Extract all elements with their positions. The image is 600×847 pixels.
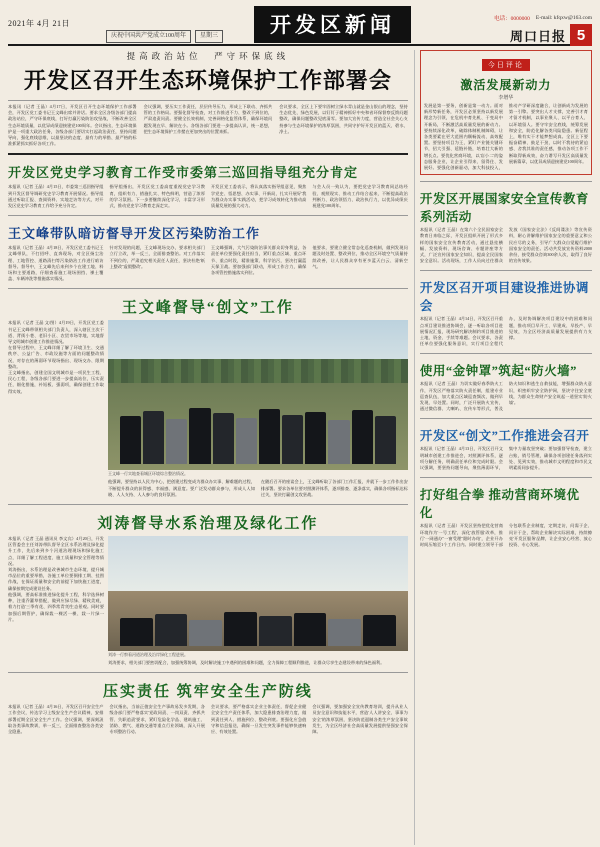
masthead-right (442, 6, 592, 46)
today-commentary-author: 李增华 (498, 96, 514, 101)
right-item-4-headline: 打好组合拳 推动营商环境优化 (419, 488, 580, 521)
story5-headline: 刘涛督导水系治理及绿化工作 (97, 516, 319, 533)
right-item-fire-prevention (420, 357, 592, 412)
divider (8, 153, 408, 155)
story5-body-col-2: 刘涛指出，水系治理是改善城市生态环境、提升城市品位的重要举措，各施工单位要倒排工期、挂图作战，在保证质量和安全的前提下加快施工进度，确保按期完成建设任务。 (8, 567, 104, 591)
right-item-3-headline: 开发区“创文”工作推进会召开 (419, 429, 590, 444)
story4-photo-caption: 王文峰一行实地查看城区环境综合整治情况。 (108, 471, 188, 477)
divider (8, 215, 408, 216)
lead-body-col-3: 会议要求，全区上下要牢固树立绿水青山就是金山银山的理念，坚持生态优先、绿色发展，以钉钉子精神抓好中央和省环保督察反馈问题整改，确保问题整改见底清零。要加大宣传力度，营造全社会关心支持参与生态环境保护的浓厚氛围，共同守护好开发区的蓝天、碧水、净土。 (279, 104, 408, 134)
right-item-0-headline: 开发区开展国家安全宣传教育系列活动 (419, 192, 589, 225)
divider (420, 270, 592, 271)
divider (8, 100, 408, 101)
story3-body-col-2: 针对发现的问题，王文峰现场交办，要求相关部门立行立改，举一反三，全面排查整治。对工作落实不到位的，严肃追究相关责任人责任，坚决杜绝'纸上整改''虚假整改'。 (109, 245, 205, 269)
masthead-date: 2021年 4月 21日 (8, 19, 70, 28)
story6-body-col-1: 本报讯（记者 王晶）4月16日，开发区召开安全生产工作会议，传达学习上级安全生产会议精神，安排部署近期全区安全生产工作。会议强调，要深刻汲取各类事故教训，举一反三，全面排查整治各类安全隐患。 (8, 704, 104, 735)
lead-headline: 开发区召开生态环境保护工作部署会 (23, 68, 392, 94)
right-item-1-body: 本报讯（记者 王晶）4月14日，开发区召开重点项目建设推进协调会，逐一听取各项目进展情况汇报，现场研究解决制约项目推进的土地、资金、手续等难题。会议要求，各责任单位要强化服务意识，实行项目全程代办，及时协调解决项目建设中的困难和问题，推动项目早开工、早建成、早投产、早见效，为全区经济高质量发展提供有力支撑。 (419, 316, 592, 347)
story5-photo (108, 536, 408, 651)
today-commentary-title: 激活发展新动力 (460, 78, 552, 92)
story5-photo-caption: 刘涛一行察看河道治理及沿岸绿化工程进展。 (108, 652, 188, 658)
divider (8, 504, 408, 505)
story2-body-col-4: 与会人员一致认为，要把党史学习教育同总结经验、观照现实、推动工作结合起来，不断提高政治判断力、政治领悟力、政治执行力，以优异成绩庆祝建党100周年。 (312, 184, 408, 209)
divider (420, 477, 592, 478)
story3-body-col-3: 王文峰强调，大气污染防治事关群众切身利益，各责任单位要强化责任担当，紧盯重点区域、重点环节、重点时段，精准施策、科学治污，坚决打赢蓝天保卫战。要加强部门联动，形成工作合力，确保各项管控措施落实到位。 (210, 245, 307, 276)
right-item-2-body: 本报讯（记者 王晶）为切实做好春季防火工作，开发区严格落实防火责任制，组建专业巡查队伍，加大重点区域巡查频次，做到早发现、早处置。同时，广泛开展防火宣传，通过微信群、大喇叭、宣传车等形式，普及防火知识和逃生自救技能，增强群众防火意识，织密织牢安全防护网，坚决守住安全底线，为群众生命财产安全筑起一道坚实'防火墙'。 (419, 381, 592, 412)
right-item-2-headline: 使用“金钟罩”筑起“防火墙” (419, 364, 577, 379)
story4-body-col-3: 王文峰指出，创建全国文明城市是一项民生工程、民心工程，各级各部门要进一步提高站位，压实责任，细化措施，补短板、强弱项，确保创建工作取得实效。 (8, 370, 104, 394)
story5-body-col-3: 他强调，要高标准推进绿化提升工程，科学选择树种，注重乔灌草搭配，做到应绿尽绿、精致美观，着力打造'三季有花、四季常青'的生态景观。同时要加强后期管护，确保栽一棵活一棵、栽一片绿一片。 (8, 591, 104, 622)
paper-name: 周口日报 (509, 28, 566, 44)
lead-story (8, 50, 408, 147)
story3-body-col-4: 他要求，要建立健全常态化巡查机制，做到发现问题及时处置、整改到位，推动全区环境空气质量持续改善，让人民群众享有更多蓝天白云、清新空气。 (312, 245, 408, 269)
masthead-badge-anniversary: 庆祝中国共产党成立100周年 (106, 30, 191, 43)
divider (8, 672, 408, 673)
right-item-business-environment (420, 481, 592, 548)
story6-body-col-4: 会议强调，要加强安全宣传教育培训，提升从业人员安全意识和技能水平，营造'人人讲安全、事事为安全'的浓厚氛围，坚决防范遏制各类生产安全事故发生，为全区经济社会高质量发展提供坚强安全保障。 (312, 704, 408, 735)
story2-body-col-3: 开发区党工委表示，将认真落实指导组意见，聚焦学党史、悟思想、办实事、开新局，扎实开展好'我为群众办实事'实践活动，把学习成效转化为推动高质量发展的强大动力。 (210, 184, 307, 209)
masthead-paper (510, 24, 592, 46)
page-body (8, 50, 592, 845)
story4-body-col-1: 本报讯（记者 王晶 文/图）4月19日，开发区党工委书记王文峰带领相关部门负责人，深入辖区主次干道、背街小巷、老旧小区、农贸市场等地，实地督导文明城市创建工作推进情况。 (8, 320, 104, 345)
story4-body-col-5: 在随后召开的座谈会上，王文峰听取了各部门工作汇报，并就下一步工作作出安排部署。要求各单位要对照测评体系，逐项排查、逐条落实，确保各项指标达标过关，坚决打赢创文攻坚战。 (260, 479, 408, 497)
commentary-column (414, 50, 592, 845)
story5-body-col-4: 刘涛要求，相关部门要密切配合，加强统筹协调，及时解决施工中遇到的困难和问题，全力保障工程顺利推进，让群众尽享生态建设带来的绿色福利。 (108, 660, 385, 666)
page-title: 开发区新闻 (254, 6, 411, 43)
story6-headline: 压实责任 筑牢安全生产防线 (103, 684, 313, 701)
story-party-history (8, 158, 408, 209)
main-column (8, 50, 408, 845)
right-item-national-security (420, 185, 592, 264)
masthead-phone: 电话：0000000 (494, 16, 530, 22)
masthead (8, 6, 592, 46)
masthead-contact (494, 14, 592, 22)
story-pollution-inspection (8, 219, 408, 282)
story3-headline: 王文峰带队暗访督导开发区污染防治工作 (8, 226, 261, 242)
page-number: 5 (570, 24, 592, 46)
story5-body-col-1: 本报讯（记者 王晶 通讯员 李文宾）4月20日，开发区管委会主任刘涛带队督导全区水系治理及绿化提升工作，先后来到多个河道治理现场和绿化施工点，详细了解工程进度、施工质量和安全管理等情况。 (8, 536, 104, 566)
right-item-0-body: 本报讯（记者 王晶）在第六个全民国家安全教育日来临之际，开发区组织开展了形式多样的国家安全宣传教育活动，通过悬挂横幅、发放资料、现场咨询、专题讲座等方式，广泛宣传国家安全知识，提高全民国家安全意识。活动现场，工作人员向过往群众发放《国家安全法》《反间谍法》等宣传资料，耐心讲解维护国家安全的重要意义和公民应尽的义务，引导广大群众自觉履行维护国家安全的责任。活动共发放宣传资料2000余份，接受群众咨询300余人次，取得了良好的宣传效果。 (419, 227, 592, 264)
right-item-civilization-meeting (420, 422, 592, 471)
right-item-1-headline: 开发区召开项目建设推进协调会 (419, 281, 589, 314)
right-item-4-body: 本报讯（记者 王晶）开发区坚持把优化营商环境作为'一号工程'，深化'放管服'改革，推行'一网通办''一窗受理''限时办结'，企业开办时间压缩至1个工作日内。同时建立领导干部分包联系企业制度，定期走访，问需于企、问计于企，帮助企业解决实际困难，持续擦亮'开发区服务'品牌，让企业安心经营、放心投资、专心发展。 (419, 523, 592, 547)
story3-body-col-1: 本报讯（记者 王晶）4月18日，开发区党工委书记王文峰带队，不打招呼、直奔现场，对全区扬尘治理、工地管控、道路清扫等污染防治工作进行暗访督导。督导中，王文峰先后来到多个在建工地、料场和主要道路，仔细查看施工现场围挡、裸土覆盖、车辆冲洗等措施落实情况。 (8, 245, 104, 282)
masthead-title-wrap (223, 6, 442, 43)
right-item-project-meeting (420, 274, 592, 347)
today-commentary-box (420, 50, 592, 175)
story2-body-col-1: 本报讯（记者 王晶）4月15日，市委第三巡回指导组到开发区督导调研党史学习教育开展情况。指导组通过听取汇报、查阅资料、实地走访等方式，对开发区党史学习教育工作给予充分肯定。 (8, 184, 104, 209)
story2-body-col-2: 指导组指出，开发区党工委高度重视党史学习教育，组织有力、措施扎实、特色鲜明，营造了浓厚的学习氛围。下一步要继续深化学习，丰富学习形式，推动党史学习教育走深走实。 (109, 184, 205, 209)
story6-body-col-3: 会议要求，要严格落实企业主体责任，督促企业健全安全生产责任体系，加大隐患排查治理力度，做到责任到人、措施到位、整改到底。要强化应急值守和信息报送，确保一旦发生突发事件能够快速响应、有效处置。 (210, 704, 307, 735)
story4-headline: 王文峰督导“创文”工作 (121, 300, 294, 317)
story6-body-col-2: 会议指出，当前正值安全生产事故易发多发期，各级各部门要严格落实'党政同责、一岗双责、齐抓共管、失职追责'要求，紧盯危险化学品、建筑施工、消防、燃气、道路交通等重点行业领域，深入开展专项整治行动。 (109, 704, 205, 735)
right-item-3-body: 本报讯（记者 王晶）4月13日，开发区召开文明城市创建工作推进会，对照测评体系，逐项分解任务，明确责任单位和完成时限。会议强调，要坚持问题导向，聚焦薄弱环节，集中力量攻坚突破；要加强督导检查，建立台账，销号管理，确保各项创建任务落到实处、见到实效，推动城市文明程度和市民文明素质同步提升。 (419, 446, 592, 471)
divider (420, 418, 592, 419)
story-safety-production (8, 676, 408, 735)
divider (420, 353, 592, 354)
today-commentary-tag: 今日评论 (482, 59, 530, 71)
story4-body-col-2: 在督导过程中，王文峰详细了解了环境卫生、交通秩序、公益广告、市政设施等方面的问题整改情况，对存在的薄弱环节现场指出、现场交办、限期整改。 (8, 345, 104, 369)
masthead-badge-weekday: 星期三 (195, 30, 223, 43)
story4-body-col-4: 他强调，要坚持以人民为中心，把创建过程变成为群众办实事、解难题的过程，不断提升群众的获得感、幸福感、满意度。要广泛发动群众参与，形成人人知晓、人人支持、人人参与的良好氛围。 (108, 479, 255, 497)
story-civilization-inspection (8, 292, 408, 498)
lead-kicker: 提高政治站位 严守环保底线 (126, 51, 290, 61)
lead-body-col-1: 本报讯（记者 王晶）4月17日，开发区召开生态环境保护工作部署会，开发区党工委书记王文峰出席并讲话。要求全区各级各部门提高政治站位，严守环保底线，打好打赢污染防治攻坚战，不断改善全区生态环境质量，以优异成绩迎接建党100周年。会议指出，生态环境保护是一项重大政治任务，各级各部门要切实扛起政治责任，坚持问题导向，强化底线思维，以最坚决的态度、最有力的举措、最严格的标准抓紧抓实抓好各项工作。 (8, 104, 137, 147)
divider (8, 288, 408, 289)
story4-photo (108, 320, 408, 470)
story2-headline: 开发区党史学习教育工作受市委第三巡回指导组充分肯定 (8, 165, 359, 181)
lead-body-col-2: 会议强调，要压实工作责任，层层传导压力，形成上下联动、齐抓共管的工作格局。要强化督导检查，对工作推进不力、整改不到位的，严肃追责问责。要健全长效机制，完善网格化监管体系，确保环境问题发现在早、解决在小。各级各部门要进一步提高认识，统一思想，把生态环境保护工作摆在更加突出的位置来抓。 (143, 104, 273, 134)
divider (420, 181, 592, 182)
masthead-email: E-mail: kfqxw@163.com (535, 15, 592, 21)
today-commentary-body: 发展是第一要务，创新是第一动力。面对新形势新任务，开发区必须坚持以新发展理念为引领，在危机中育先机、于变局中开新局，不断激活高质量发展的新动力。要持续深化改革，破除体制机制障碍，让各类要素在更大范围内顺畅流动、高效配置。要坚持项目为王，紧盯产业链关键环节，招大引强、延链补链，培育壮大新的增长点。要优化营商环境，以'店小二'的姿态服务企业，让企业引得来、留得住、发展好。要强化创新驱动，加大科技投入，推动产学研深度融合，让创新成为发展的第一引擎。要突出人才支撑，完善引才育才留才机制，以事业聚人、以平台育人、以环境留人。要守牢安全底线，统筹发展和安全，防范化解各类风险隐患。新征程上，唯有实干才能梦想成真。全区上下要振奋精神、鼓足干劲，以时不我待的紧迫感、舍我其谁的责任感，推动各项工作不断取得新成效，奋力谱写开发区高质量发展新篇章，以优异成绩迎接建党100周年。 (423, 103, 588, 171)
story-water-greening (8, 508, 408, 666)
